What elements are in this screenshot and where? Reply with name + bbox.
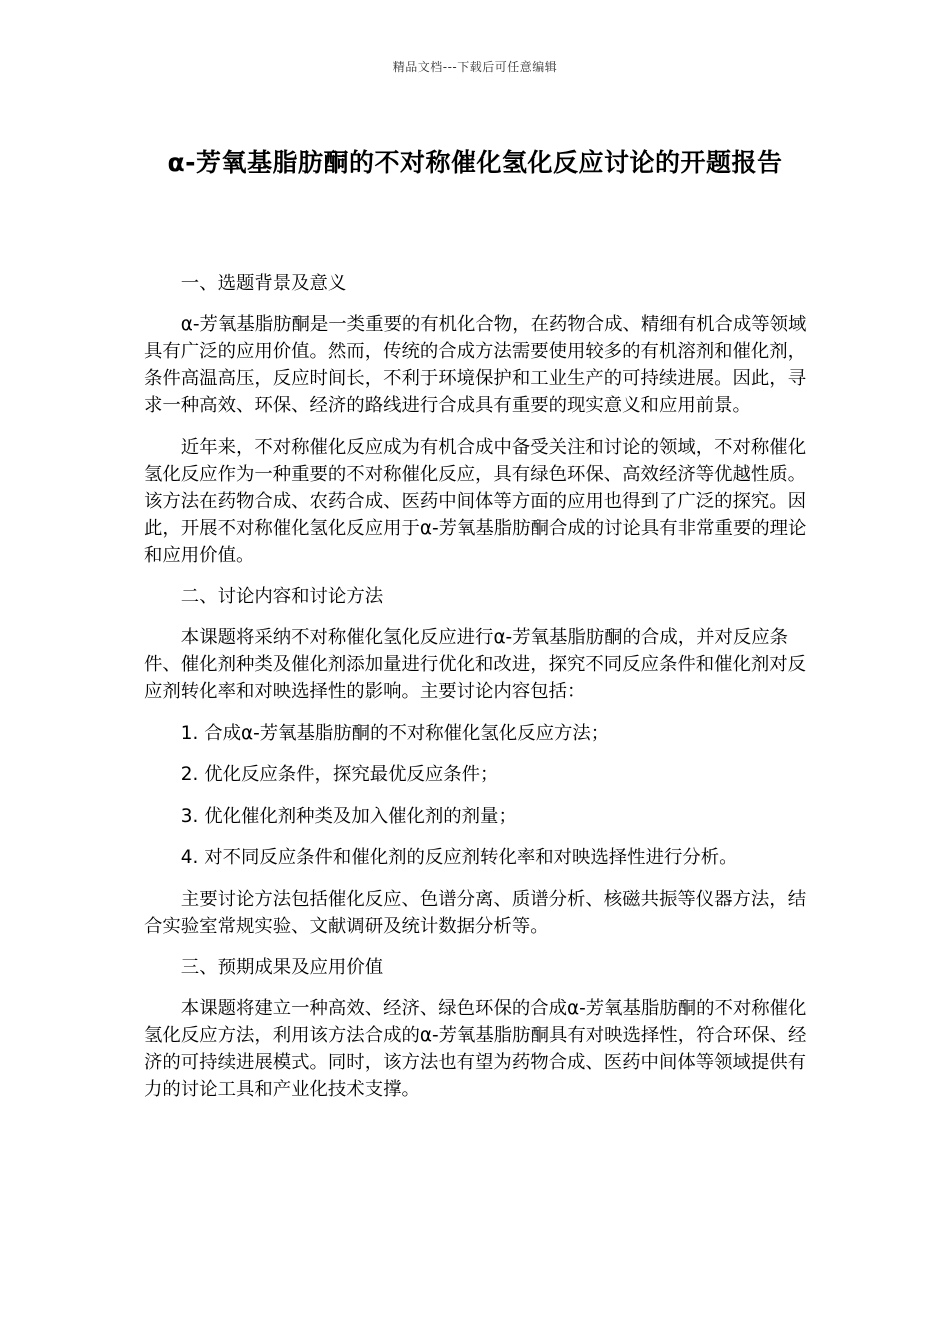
list-item: 1. 合成α-芳氧基脂肪酮的不对称催化氢化反应方法； [180,722,610,744]
paragraph-expected-results: 本课题将建立一种高效、经济、绿色环保的合成α-芳氧基脂肪酮的不对称催化氢化反应方法，利用该方法合成的α-芳氧基脂肪酮具有对映选择性，符合环保、经济的可持续进展模式。同时，该方法也有望为药物合成、医药中间体等领域提供有力的讨论工具和产业化技术支撑。 [144,998,807,1100]
document-title: α-芳氧基脂肪酮的不对称催化氢化反应讨论的开题报告 [167,148,783,177]
section-heading-content-methods: 二、讨论内容和讨论方法 [180,586,384,607]
paragraph-methods: 主要讨论方法包括催化反应、色谱分离、质谱分析、核磁共振等仪器方法，结合实验室常规实验、文献调研及统计数据分析等。 [144,888,807,937]
document-body [144,270,812,1118]
section-heading-background: 一、选题背景及意义 [180,273,347,294]
list-item: 4. 对不同反应条件和催化剂的反应剂转化率和对映选择性进行分析。 [180,847,738,868]
list-item: 2. 优化反应条件，探究最优反应条件； [180,764,499,785]
list-item: 3. 优化催化剂种类及加入催化剂的剂量； [180,805,517,827]
section-heading-expected-results: 三、预期成果及应用价值 [180,957,384,978]
header-note: 精品文档---下载后可任意编辑 [392,60,558,74]
paragraph-content-intro: 本课题将采纳不对称催化氢化反应进行α-芳氧基脂肪酮的合成，并对反应条件、催化剂种类及催化剂添加量进行优化和改进，探究不同反应条件和催化剂对反应剂转化率和对映选择性的影响。主要讨论内容包括： [144,627,807,702]
paragraph-background-2: 近年来，不对称催化反应成为有机合成中备受关注和讨论的领域，不对称催化氢化反应作为一种重要的不对称催化反应，具有绿色环保、高效经济等优越性质。该方法在药物合成、农药合成、医药中间体等方面的应用也得到了广泛的探究。因此，开展不对称催化氢化反应用于α-芳氧基脂肪酮合成的讨论具有非常重要的理论和应用价值。 [144,436,807,566]
paragraph-background-1: α-芳氧基脂肪酮是一类重要的有机化合物，在药物合成、精细有机合成等领域具有广泛的应用价值。然而，传统的合成方法需要使用较多的有机溶剂和催化剂，条件高温高压，反应时间长，不利于环境保护和工业生产的可持续进展。因此，寻求一种高效、环保、经济的路线进行合成具有重要的现实意义和应用前景。 [144,314,807,416]
